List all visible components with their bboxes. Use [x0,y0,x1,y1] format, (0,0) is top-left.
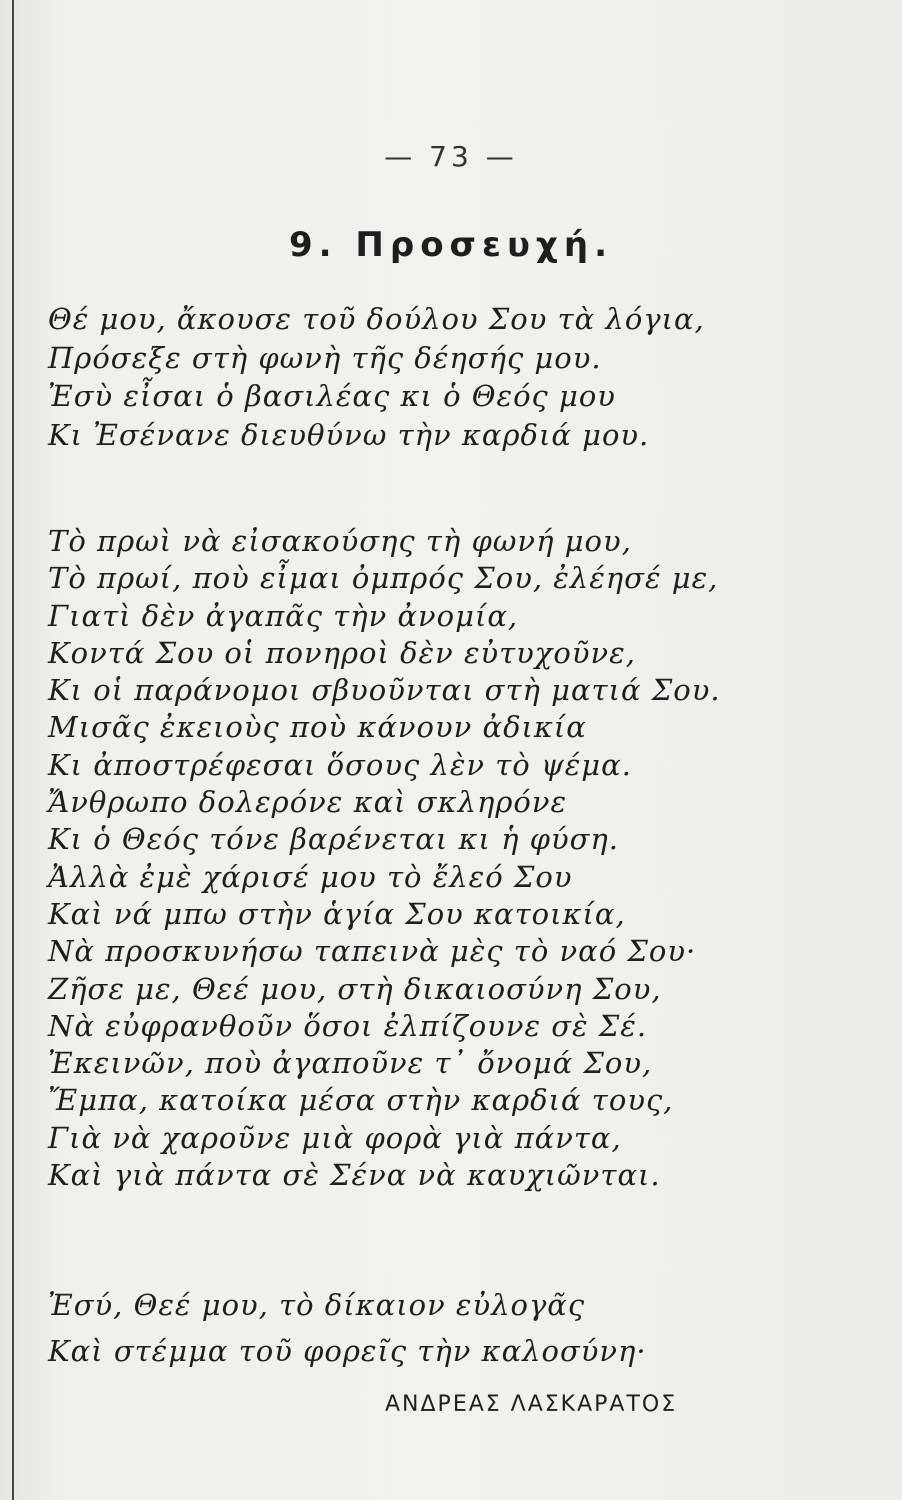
stanza-3 [48,1282,868,1374]
verse-line: Τὸ πρωὶ νὰ εἰσακούσης τὴ φωνή μου, [48,524,632,558]
verse-line: Κι οἱ παράνομοι σβυοῦνται στὴ ματιά Σου. [48,673,721,708]
verse-line: Ἐκεινῶν, ποὺ ἀγαποῦνε τ᾿ ὄνομά Σου, [48,1046,653,1081]
stanza-1 [48,300,868,454]
verse-line: Ἄνθρωπο δολερόνε καὶ σκληρόνε [48,785,568,820]
verse-line: Γιὰ νὰ χαροῦνε μιὰ φορὰ γιὰ πάντα, [48,1120,622,1155]
verse-line: Κι Ἐσένανε διευθύνω τὴν καρδιά μου. [48,417,650,452]
author-signature: ΑΝΔΡΕΑΣ ΛΑΣΚΑΡΑΤΟΣ [385,1392,678,1417]
page-number: — 73 — [384,140,518,173]
verse-line: Νὰ προσκυνήσω ταπεινὰ μὲς τὸ ναό Σου· [48,934,697,969]
verse-line: Ἐσύ, Θεέ μου, τὸ δίκαιον εὐλογᾶς [48,1288,586,1322]
verse-line: Γιατὶ δὲν ἀγαπᾶς τὴν ἀνομία, [48,598,519,633]
verse-line: Θέ μου, ἄκουσε τοῦ δούλου Σου τὰ λόγια, [48,302,705,336]
verse-line: Κι ἀποστρέφεσαι ὅσους λὲν τὸ ψέμα. [48,747,632,782]
verse-line: Κοντά Σου οἱ πονηροὶ δὲν εὐτυχοῦνε, [48,635,636,670]
verse-line: Ζῆσε με, Θεέ μου, στὴ δικαιοσύνη Σου, [48,971,662,1006]
verse-line: Ἐσὺ εἶσαι ὁ βασιλέας κι ὁ Θεός μου [48,379,616,413]
verse-line: Καὶ γιὰ πάντα σὲ Σένα νὰ καυχιῶνται. [48,1158,661,1193]
poem-title: 9. Προσευχή. [289,225,613,265]
verse-line: Καὶ νά μπω στὴν ἁγία Σου κατοικία, [48,896,626,931]
stanza-2 [48,523,868,1194]
verse-line: Ἀλλὰ ἐμὲ χάρισέ μου τὸ ἔλεό Σου [48,859,573,894]
verse-line: Μισᾶς ἐκειοὺς ποὺ κάνουν ἀδικία [48,710,587,745]
verse-line: Τὸ πρωί, ποὺ εἶμαι ὀμπρός Σου, ἐλέησέ με, [48,561,719,596]
verse-line: Ἔμπα, κατοίκα μέσα στὴν καρδιά τους, [48,1083,674,1118]
verse-line: Πρόσεξε στὴ φωνὴ τῆς δέησής μου. [48,340,602,375]
verse-line: Νὰ εὐφρανθοῦν ὅσοι ἐλπίζουνε σὲ Σέ. [48,1008,648,1043]
verse-line: Κι ὁ Θεός τόνε βαρένεται κι ἡ φύση. [48,822,619,857]
verse-line: Καὶ στέμμα τοῦ φορεῖς τὴν καλοσύνη· [48,1334,647,1368]
